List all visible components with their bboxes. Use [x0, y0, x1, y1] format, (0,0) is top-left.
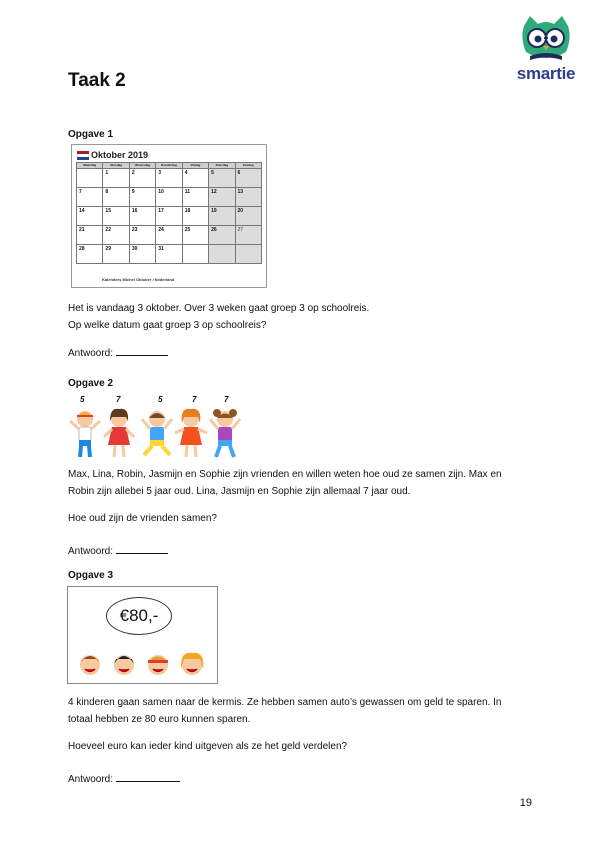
- age-label: 7: [224, 395, 229, 404]
- calendar-cell: 12: [209, 188, 235, 207]
- calendar-title: Oktober 2019: [91, 150, 149, 160]
- child-face-icon: [178, 649, 206, 679]
- answer-blank[interactable]: [116, 346, 168, 356]
- day-header: Dinsdag: [103, 163, 129, 169]
- smartie-logo: [510, 14, 582, 86]
- owl-icon: [510, 14, 582, 66]
- calendar-cell: 21: [77, 226, 103, 245]
- child-face-icon: [144, 649, 172, 679]
- calendar-cell: [209, 245, 235, 264]
- child-face-icon: [110, 649, 138, 679]
- calendar-cell: 4: [182, 169, 208, 188]
- kid-sophie-icon: [208, 407, 242, 459]
- calendar-cell: 1: [103, 169, 129, 188]
- calendar-cell: 13: [235, 188, 261, 207]
- opgave2-line1: Max, Lina, Robin, Jasmijn en Sophie zijn vrienden en willen weten hoe oud ze samen zijn. Max en: [68, 469, 502, 480]
- calendar-cell: 8: [103, 188, 129, 207]
- calendar-cell: 15: [103, 207, 129, 226]
- kid-robin-icon: [140, 407, 174, 459]
- calendar-cell: 16: [129, 207, 155, 226]
- kid-lina-icon: [102, 407, 136, 459]
- calendar-cell: 3: [156, 169, 182, 188]
- opgave2-answer: [68, 544, 168, 557]
- calendar-cell: 20: [235, 207, 261, 226]
- calendar-cell: 2: [129, 169, 155, 188]
- logo-text: smartie: [516, 64, 576, 83]
- calendar-cell: 6: [235, 169, 261, 188]
- child-face-icon: [76, 649, 104, 679]
- calendar-week: [77, 226, 262, 245]
- calendar-cell: 11: [182, 188, 208, 207]
- calendar-cell: 14: [77, 207, 103, 226]
- answer-label: Antwoord:: [68, 348, 114, 359]
- age-label: 5: [158, 395, 163, 404]
- calendar-cell: 17: [156, 207, 182, 226]
- calendar-cell: 9: [129, 188, 155, 207]
- money-amount: €80,-: [106, 597, 172, 635]
- page-title: Taak 2: [68, 70, 126, 91]
- calendar-cell: 18: [182, 207, 208, 226]
- money-illustration: [67, 586, 218, 684]
- opgave3-line1: 4 kinderen gaan samen naar de kermis. Ze hebben samen auto’s gewassen om geld te sparen. In: [68, 697, 502, 708]
- calendar-cell: [77, 169, 103, 188]
- opgave2-question: Hoe oud zijn de vrienden samen?: [68, 513, 217, 524]
- opgave2-line2: Robin zijn allebei 5 jaar oud. Lina, Jasmijn en Sophie zijn allemaal 7 jaar oud.: [68, 486, 411, 497]
- opgave3-answer: [68, 772, 180, 785]
- calendar-cell: 22: [103, 226, 129, 245]
- dutch-flag-icon: [77, 151, 89, 160]
- calendar-cell: 25: [182, 226, 208, 245]
- calendar-cell: 31: [156, 245, 182, 264]
- opgave1-line1: Het is vandaag 3 oktober. Over 3 weken gaat groep 3 op schoolreis.: [68, 303, 370, 314]
- opgave2-heading: Opgave 2: [68, 378, 114, 389]
- calendar-week: [77, 169, 262, 188]
- opgave3-line2: totaal hebben ze 80 euro kunnen sparen.: [68, 714, 251, 725]
- kid-max-icon: [68, 407, 102, 459]
- calendar-grid: [76, 162, 262, 264]
- calendar-cell: 27: [235, 226, 261, 245]
- answer-blank[interactable]: [116, 772, 180, 782]
- answer-label: Antwoord:: [68, 546, 114, 557]
- opgave1-answer: [68, 346, 168, 359]
- calendar-cell: 28: [77, 245, 103, 264]
- calendar-cell: [235, 245, 261, 264]
- calendar-cell: 5: [209, 169, 235, 188]
- opgave3-text: [68, 694, 538, 728]
- calendar-week: [77, 188, 262, 207]
- opgave3-heading: Opgave 3: [68, 570, 114, 581]
- calendar-cell: 26: [209, 226, 235, 245]
- calendar-cell: 10: [156, 188, 182, 207]
- day-header: Zaterdag: [209, 163, 235, 169]
- calendar-cell: [182, 245, 208, 264]
- age-label: 7: [192, 395, 197, 404]
- calendar-cell: 24: [156, 226, 182, 245]
- day-header: Vrijdag: [182, 163, 208, 169]
- answer-label: Antwoord:: [68, 774, 114, 785]
- day-header: Zondag: [235, 163, 261, 169]
- opgave1-text: [68, 300, 538, 334]
- calendar-footer: Kalenders Michel Oktober / Nederland: [102, 277, 175, 282]
- kid-jasmijn-icon: [174, 407, 208, 459]
- calendar-week: [77, 207, 262, 226]
- age-label: 7: [116, 395, 121, 404]
- day-header: Woensdag: [129, 163, 155, 169]
- page-number: 19: [519, 797, 532, 809]
- calendar-cell: 23: [129, 226, 155, 245]
- calendar-cell: 7: [77, 188, 103, 207]
- calendar-cell: 30: [129, 245, 155, 264]
- calendar-cell: 29: [103, 245, 129, 264]
- kids-illustration: [66, 395, 246, 463]
- day-header: Maandag: [77, 163, 103, 169]
- opgave1-heading: Opgave 1: [68, 129, 114, 140]
- opgave2-text: [68, 466, 538, 500]
- day-header: Donderdag: [156, 163, 182, 169]
- opgave1-line2: Op welke datum gaat groep 3 op schoolreis?: [68, 320, 267, 331]
- age-label: 5: [80, 395, 85, 404]
- calendar-image: [71, 144, 267, 288]
- calendar-week: [77, 245, 262, 264]
- opgave3-question: Hoeveel euro kan ieder kind uitgeven als ze het geld verdelen?: [68, 741, 348, 752]
- answer-blank[interactable]: [116, 544, 168, 554]
- calendar-cell: 19: [209, 207, 235, 226]
